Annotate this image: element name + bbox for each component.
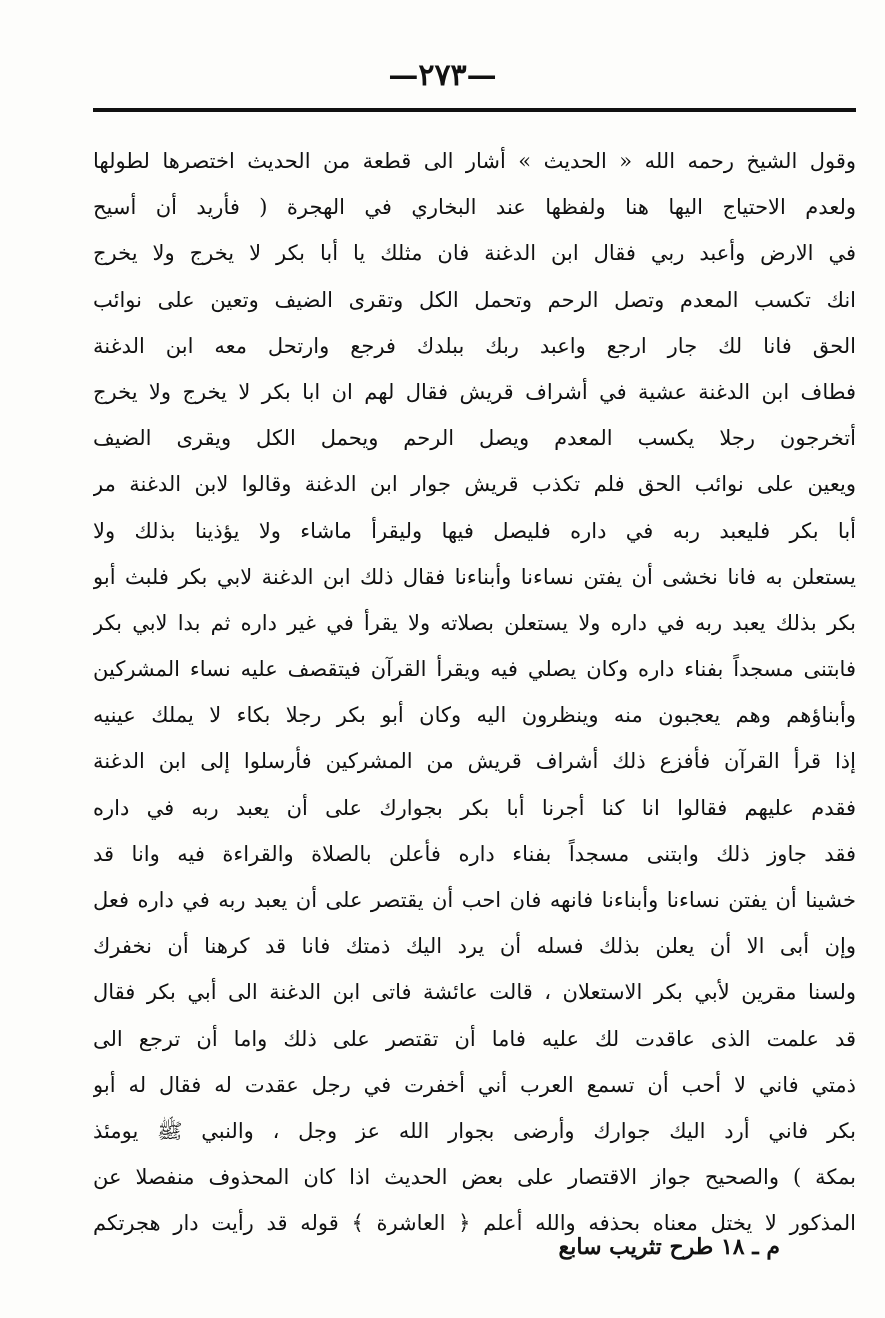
text-line: أبا بكر فليعبد ربه في داره فليصل فيها وليقرأ ماشاء ولا يؤذينا بذلك ولا: [93, 518, 856, 543]
text-line: فطاف ابن الدغنة عشية في أشراف قريش فقال لهم ان ابا بكر لا يخرج ولا يخرج: [93, 379, 856, 404]
text-line: المذكور لا يختل معناه بحذفه والله أعلم ﴿ العاشرة ﴾ قوله قد رأيت دار هجرتكم: [93, 1211, 856, 1236]
text-line: وأبناؤهم وهم يعجبون منه وينظرون اليه وكان أبو بكر رجلا بكاء لا يملك عينيه: [93, 703, 856, 728]
text-line: الحق فانا لك جار ارجع واعبد ربك ببلدك فرجع وارتحل معه ابن الدغنة: [93, 333, 856, 358]
text-line: أتخرجون رجلا يكسب المعدم ويصل الرحم ويحمل الكل ويقرى الضيف: [93, 426, 856, 451]
header-rule: [93, 108, 856, 112]
text-line: ولعدم الاحتياج اليها هنا ولفظها عند البخاري في الهجرة ( فأريد أن أسيح: [93, 195, 856, 220]
text-line: بمكة ) والصحيح جواز الاقتصار على بعض الحديث اذا كان المحذوف منفصلا عن: [93, 1165, 856, 1190]
text-line: ولسنا مقرين لأبي بكر الاستعلان ، قالت عائشة فاتى ابن الدغنة الى أبي بكر فقال: [93, 980, 856, 1005]
text-line: فابتنى مسجداً بفناء داره وكان يصلي فيه ويقرأ القرآن فيتقصف عليه نساء المشركين: [93, 657, 856, 682]
text-line: انك تكسب المعدم وتصل الرحم وتحمل الكل وتقرى الضيف وتعين على نوائب: [93, 287, 856, 312]
text-line: خشينا أن يفتن نساءنا وأبناءنا فانهه فان احب أن يقتصر على أن يعبد ربه في داره فعل: [93, 888, 856, 912]
text-line: بكر بذلك يعبد ربه في داره ولا يستعلن بصلاته ولا يقرأ في غير داره ثم بدا لابي بكر: [93, 610, 856, 635]
text-line: فقدم عليهم فقالوا انا كنا أجرنا أبا بكر بجوارك على أن يعبد ربه في داره: [93, 795, 856, 820]
text-line: بكر فاني أرد اليك جوارك وأرضى بجوار الله عز وجل ، والنبي ﷺ يومئذ: [93, 1118, 856, 1143]
signature-mark: م ـ ١٨ طرح تثريب سابع: [558, 1234, 780, 1260]
text-line: فقد جاوز ذلك وابتنى مسجداً بفناء داره فأعلن بالصلاة والقراءة فيه وانا قد: [93, 841, 856, 866]
text-line: يستعلن به فانا نخشى أن يفتن نساءنا وأبناءنا فقال ذلك ابن الدغنة لابي بكر فلبث أبو: [93, 564, 856, 589]
page-number: —٢٧٣—: [388, 58, 497, 93]
text-line: وقول الشيخ رحمه الله « الحديث » أشار الى قطعة من الحديث اختصرها لطولها: [93, 149, 856, 173]
text-line: إذا قرأ القرآن فأفزع ذلك أشراف قريش من المشركين فأرسلوا إلى ابن الدغنة: [93, 749, 856, 774]
text-line: في الارض وأعبد ربي فقال ابن الدغنة فان مثلك يا أبا بكر لا يخرج ولا يخرج: [93, 241, 856, 266]
text-line: ذمتي فاني لا أحب أن تسمع العرب أني أخفرت في رجل عقدت له فقال له أبو: [93, 1072, 856, 1097]
text-line: قد علمت الذى عاقدت لك عليه فاما أن تقتصر على ذلك واما أن ترجع الى: [93, 1026, 856, 1051]
text-line: وإن أبى الا أن يعلن بذلك فسله أن يرد اليك ذمتك فانا قد كرهنا أن نخفرك: [93, 934, 856, 959]
text-line: ويعين على نوائب الحق فلم تكذب قريش جوار ابن الدغنة وقالوا لابن الدغنة مر: [93, 472, 856, 497]
body-text: [93, 138, 856, 1247]
